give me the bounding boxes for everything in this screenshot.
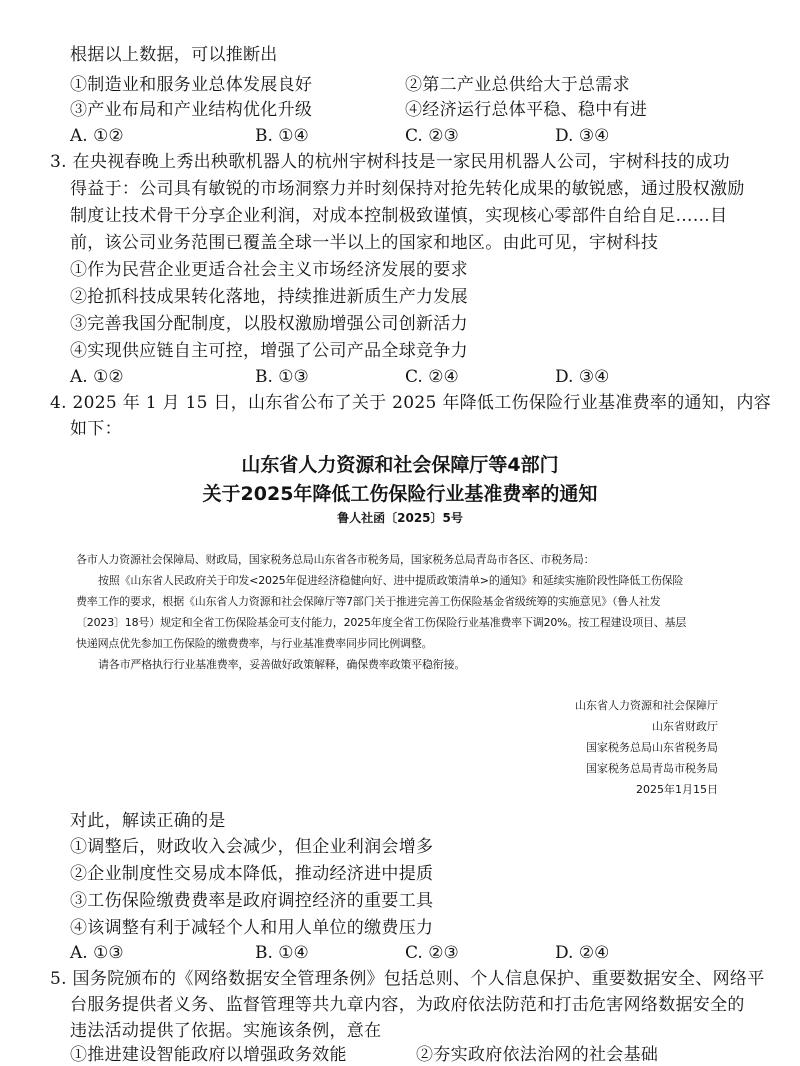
q3-option-d: D. ③④ bbox=[555, 367, 610, 387]
notice-title-line-1: 山东省人力资源和社会保障厅等4部门 bbox=[241, 454, 559, 476]
q4-option-d: D. ②④ bbox=[555, 943, 610, 963]
notice-document-number: 鲁人社函〔2025〕5号 bbox=[337, 511, 463, 525]
notice-signature-3: 国家税务总局山东省税务局 bbox=[586, 741, 718, 754]
notice-body-addressee: 各市人力资源社会保障局、财政局，国家税务总局山东省各市税务局，国家税务总局青岛市各区、市税务局： bbox=[76, 553, 595, 566]
notice-body-line-3: 〔2023〕18号）规定和全省工伤保险基金可支付能力，2025年度全省工伤保险行业基准费率下调20%。按工程建设项目、基层 bbox=[76, 616, 687, 629]
q4-lead: 对此，解读正确的是 bbox=[70, 811, 226, 831]
q2-option-d: D. ③④ bbox=[555, 126, 610, 146]
q2-statement-3: ③产业布局和产业结构优化升级 bbox=[70, 100, 313, 120]
q3-statement-1: ①作为民营企业更适合社会主义市场经济发展的要求 bbox=[70, 260, 468, 280]
q5-cropped-line-container bbox=[0, 1044, 800, 1065]
q3-option-c: C. ②④ bbox=[405, 367, 459, 387]
q4-statement-1: ①调整后，财政收入会减少，但企业利润会增多 bbox=[70, 837, 434, 857]
notice-body-line-5: 请各市严格执行行业基准费率，妥善做好政策解释，确保费率政策平稳衔接。 bbox=[98, 658, 466, 671]
q5-stem-line-2: 台服务提供者义务、监督管理等共九章内容，为政府依法防范和打击危害网络数据安全的 bbox=[70, 995, 745, 1015]
notice-body-line-2: 费率工作的要求，根据《山东省人力资源和社会保障厅等7部门关于推进完善工伤保险基金省级统筹的实施意见》（鲁人社发 bbox=[76, 595, 661, 608]
notice-date: 2025年1月15日 bbox=[636, 783, 718, 796]
q4-option-a: A. ①③ bbox=[70, 943, 124, 963]
q4-option-c: C. ②③ bbox=[405, 943, 459, 963]
q2-option-b: B. ①④ bbox=[255, 126, 309, 146]
notice-body-line-1: 按照《山东省人民政府关于印发<2025年促进经济稳健向好、进中提质政策清单>的通知》和延续实施阶段性降低工伤保险 bbox=[98, 574, 684, 587]
q5-stem-line-3: 违法活动提供了依据。实施该条例，意在 bbox=[70, 1021, 382, 1041]
notice-signature-4: 国家税务总局青岛市税务局 bbox=[586, 762, 718, 775]
q3-statement-3: ③完善我国分配制度，以股权激励增强公司创新活力 bbox=[70, 314, 468, 334]
q5-stem-line-1: 5. 国务院颁布的《网络数据安全管理条例》包括总则、个人信息保护、重要数据安全、网络平 bbox=[50, 969, 765, 989]
q2-lead: 根据以上数据，可以推断出 bbox=[70, 45, 278, 65]
q4-statement-2: ②企业制度性交易成本降低，推动经济进中提质 bbox=[70, 864, 434, 884]
notice-signature-1: 山东省人力资源和社会保障厅 bbox=[575, 699, 718, 712]
q3-statement-4: ④实现供应链自主可控，增强了公司产品全球竞争力 bbox=[70, 341, 468, 361]
q3-stem-line-1: 3. 在央视春晚上秀出秧歌机器人的杭州宇树科技是一家民用机器人公司，宇树科技的成功 bbox=[50, 152, 730, 172]
q4-stem-line-1: 4. 2025 年 1 月 15 日，山东省公布了关于 2025 年降低工伤保险行业基准费率的通知，内容 bbox=[50, 393, 772, 413]
notice-title-line-2: 关于2025年降低工伤保险行业基准费率的通知 bbox=[202, 483, 598, 505]
q3-stem-line-3: 制度让技术骨干分享企业利润，对成本控制极致谨慎，实现核心零部件自给自足……目 bbox=[70, 206, 728, 226]
q3-stem-line-4: 前，该公司业务范围已覆盖全球一半以上的国家和地区。由此可见，宇树科技 bbox=[70, 233, 659, 253]
q4-option-b: B. ①④ bbox=[255, 943, 309, 963]
q2-statement-2: ②第二产业总供给大于总需求 bbox=[405, 75, 630, 95]
q4-stem-line-2: 如下： bbox=[70, 419, 122, 439]
q4-statement-4: ④该调整有利于减轻个人和用人单位的缴费压力 bbox=[70, 918, 434, 938]
q4-statement-3: ③工伤保险缴费费率是政府调控经济的重要工具 bbox=[70, 891, 434, 911]
q3-option-b: B. ①③ bbox=[255, 367, 309, 387]
q2-statement-1: ①制造业和服务业总体发展良好 bbox=[70, 75, 313, 95]
q2-option-c: C. ②③ bbox=[405, 126, 459, 146]
q2-option-a: A. ①② bbox=[70, 126, 124, 146]
notice-body-line-4: 快递网点优先参加工伤保险的缴费费率，与行业基准费率同步同比例调整。 bbox=[76, 637, 433, 650]
q3-statement-2: ②抢抓科技成果转化落地，持续推进新质生产力发展 bbox=[70, 287, 468, 307]
q3-stem-line-2: 得益于：公司具有敏锐的市场洞察力并时刻保持对抢先转化成果的敏锐感，通过股权激励 bbox=[70, 179, 745, 199]
notice-signature-2: 山东省财政厅 bbox=[652, 720, 718, 733]
q2-statement-4: ④经济运行总体平稳、稳中有进 bbox=[405, 100, 648, 120]
q3-option-a: A. ①② bbox=[70, 367, 124, 387]
q5-statement-cropped: ①推进建设智能政府以增强政务效能 ②夯实政府依法治网的社会基础 bbox=[70, 1045, 659, 1065]
